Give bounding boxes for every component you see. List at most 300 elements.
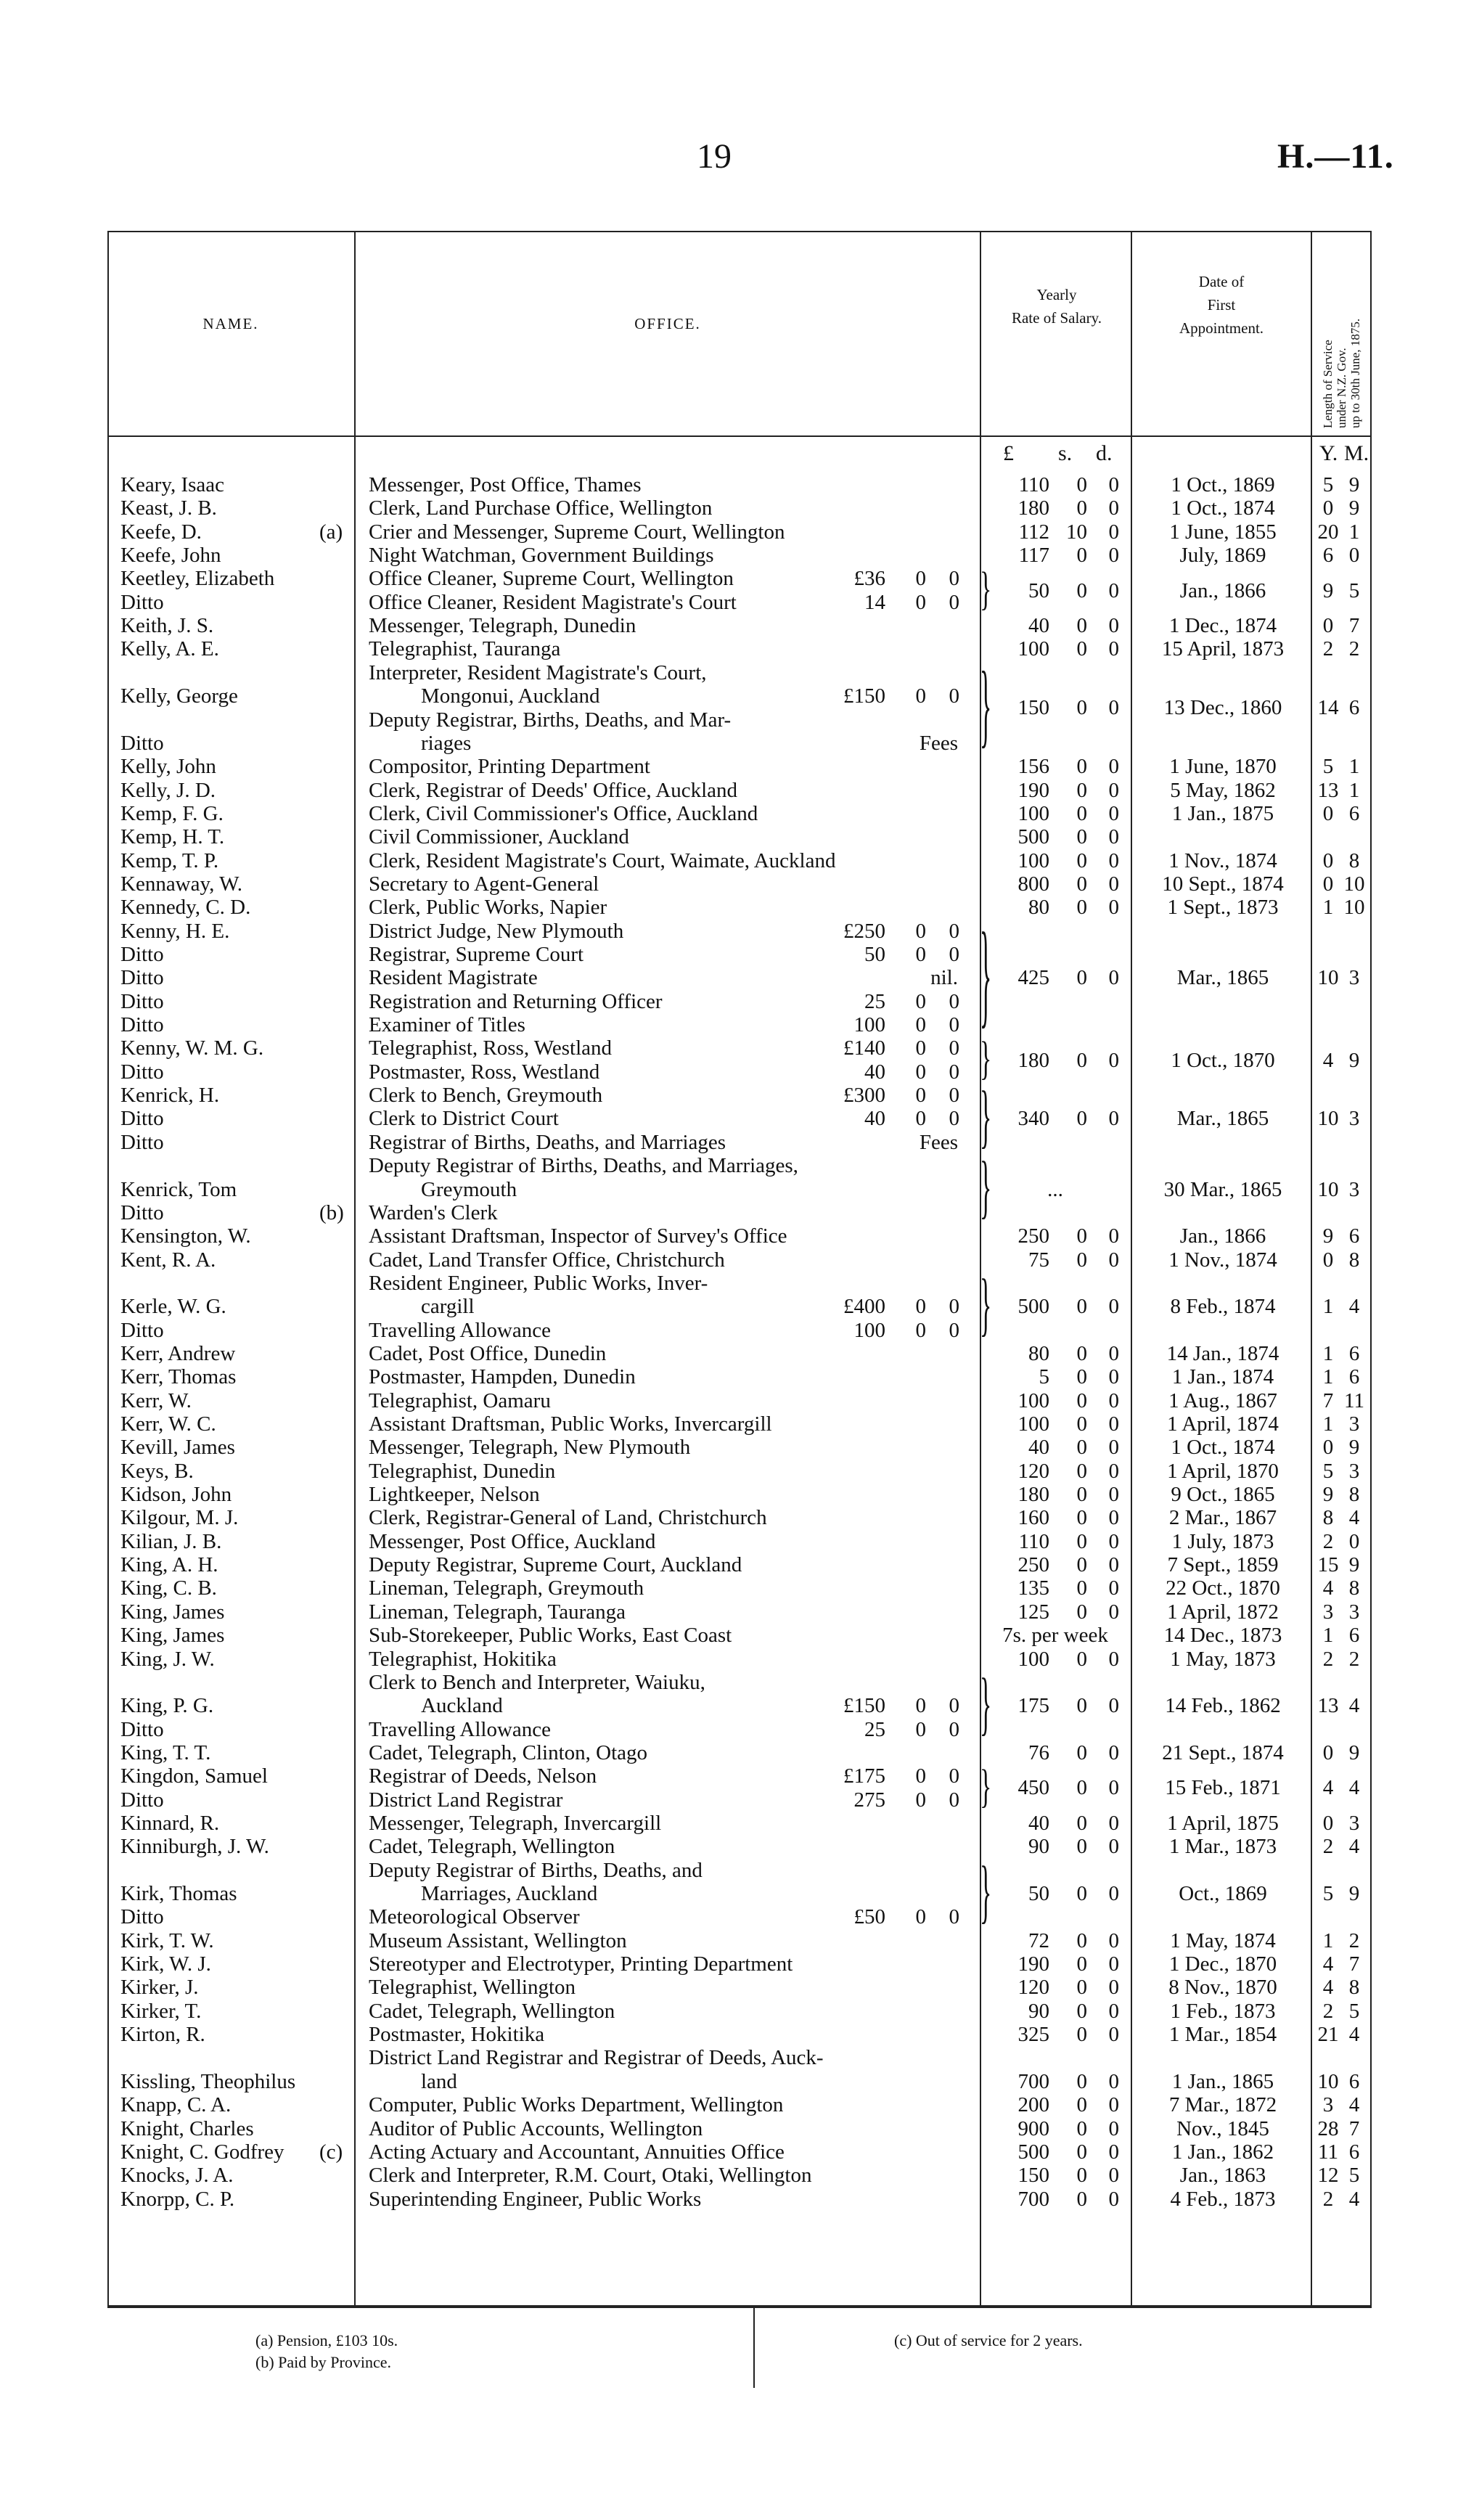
appointment-date: 14 Feb., 1862 xyxy=(1165,1694,1281,1718)
salary-pence: 0 xyxy=(1108,2116,1119,2140)
salary-shillings: 0 xyxy=(1076,1600,1087,1624)
appointment-date: 1 April, 1870 xyxy=(1167,1459,1279,1483)
service-months: 7 xyxy=(1348,614,1360,638)
employee-name: King, James xyxy=(120,1624,225,1648)
employee-name: Kissling, Theophilus xyxy=(120,2069,296,2093)
office-line: Clerk, Registrar-General of Land, Christchurch xyxy=(369,1506,767,1530)
brace-icon: } xyxy=(980,1762,992,1813)
office-line: Compositor, Printing Department xyxy=(369,755,650,779)
sub-amount-pence: 0 xyxy=(949,590,959,614)
salary-pounds: 112 xyxy=(1018,520,1049,544)
appointment-date: 1 April, 1874 xyxy=(1167,1412,1279,1436)
salary-pence: 0 xyxy=(1108,2069,1119,2093)
service-months: 3 xyxy=(1348,1811,1360,1835)
office-line: Examiner of Titles xyxy=(369,1013,525,1037)
sub-amount-shillings: 0 xyxy=(915,919,926,943)
appointment-date: July, 1869 xyxy=(1179,544,1266,568)
sub-amount-pence: 0 xyxy=(949,1036,959,1060)
salary-shillings: 0 xyxy=(1076,1048,1087,1072)
appointment-date: 15 April, 1873 xyxy=(1161,637,1285,661)
salary-shillings: 0 xyxy=(1076,1224,1087,1248)
sub-amount-shillings: 0 xyxy=(915,1060,926,1084)
appointment-date: 1 April, 1875 xyxy=(1167,1811,1279,1835)
service-months: 2 xyxy=(1348,1647,1360,1671)
salary-pounds: 100 xyxy=(1017,848,1049,872)
salary-pounds: 120 xyxy=(1017,1459,1049,1483)
salary-pence: 0 xyxy=(1108,1882,1119,1905)
column-header-date xyxy=(1132,270,1311,340)
service-years: 0 xyxy=(1322,801,1334,825)
service-months: 9 xyxy=(1348,1436,1360,1460)
sub-amount-shillings: 0 xyxy=(915,1905,926,1929)
office-line: Greymouth xyxy=(421,1177,517,1201)
salary-shillings: 0 xyxy=(1076,1553,1087,1577)
salary-pence: 0 xyxy=(1108,1952,1119,1976)
office-line: Office Cleaner, Resident Magistrate's Court xyxy=(369,590,737,614)
office-line: Clerk, Registrar of Deeds' Office, Auckland xyxy=(369,778,738,802)
sub-amount-pence: 0 xyxy=(949,1318,959,1342)
salary-pence: 0 xyxy=(1108,1248,1119,1272)
appointment-date: Oct., 1869 xyxy=(1179,1882,1267,1905)
salary-pounds: 425 xyxy=(1017,966,1049,990)
sub-amount-pence: 0 xyxy=(949,1788,959,1812)
office-line: Office Cleaner, Supreme Court, Wellington xyxy=(369,567,734,591)
sub-amount-pounds: £400 xyxy=(843,1295,885,1319)
employee-name: Ditto xyxy=(120,1318,164,1342)
office-line: Lineman, Telegraph, Tauranga xyxy=(369,1600,626,1624)
salary-pounds: 150 xyxy=(1017,2164,1049,2188)
appointment-date: Jan., 1866 xyxy=(1179,1224,1266,1248)
employee-name: Kensington, W. xyxy=(120,1224,251,1248)
employee-name: King, James xyxy=(120,1600,225,1624)
salary-pence: 0 xyxy=(1108,1976,1119,2000)
service-years: 3 xyxy=(1322,2093,1334,2117)
service-months: 10 xyxy=(1343,896,1365,920)
employee-name: King, T. T. xyxy=(120,1740,211,1764)
salary-pence: 0 xyxy=(1108,1647,1119,1671)
service-years: 8 xyxy=(1322,1506,1334,1530)
service-months: 5 xyxy=(1348,2164,1360,2188)
service-years: 12 xyxy=(1317,2164,1339,2188)
column-rule xyxy=(1131,231,1132,2307)
salary-pounds: 180 xyxy=(1017,1048,1049,1072)
appointment-date: 1 Aug., 1867 xyxy=(1168,1388,1277,1412)
salary-pounds: 250 xyxy=(1017,1553,1049,1577)
office-line: Night Watchman, Government Buildings xyxy=(369,544,714,568)
service-years: 9 xyxy=(1322,578,1334,602)
service-months: 11 xyxy=(1344,1388,1364,1412)
salary-shillings: 0 xyxy=(1076,1248,1087,1272)
salary-pence: 0 xyxy=(1108,966,1119,990)
brace-icon: } xyxy=(980,1034,992,1085)
employee-name: Kerr, W. xyxy=(120,1388,192,1412)
service-years: 6 xyxy=(1322,544,1334,568)
service-years: 1 xyxy=(1322,1341,1334,1365)
service-months: 3 xyxy=(1348,1177,1360,1201)
salary-pence: 0 xyxy=(1108,1694,1119,1718)
appointment-date: 1 Nov., 1874 xyxy=(1168,848,1277,872)
salary-shillings: 0 xyxy=(1076,1999,1087,2023)
footnote-a: (a) Pension, £103 10s. xyxy=(255,2331,398,2349)
employee-name: Kingdon, Samuel xyxy=(120,1764,268,1788)
employee-name: Keys, B. xyxy=(120,1459,194,1483)
sub-amount-shillings: 0 xyxy=(915,1318,926,1342)
sub-amount-pence: 0 xyxy=(949,1905,959,1929)
salary-shillings: 0 xyxy=(1076,496,1087,520)
appointment-date: 1 Nov., 1874 xyxy=(1168,1248,1277,1272)
employee-name: Kilian, J. B. xyxy=(120,1529,222,1553)
employee-name: Ditto xyxy=(120,1905,164,1929)
salary-pounds: 5 xyxy=(1039,1365,1049,1389)
salary-pounds: 200 xyxy=(1017,2093,1049,2117)
office-line: Acting Actuary and Accountant, Annuities Office xyxy=(369,2140,785,2164)
employee-name: Kirker, J. xyxy=(120,1976,199,2000)
employee-name: Ditto xyxy=(120,590,164,614)
salary-shillings: 0 xyxy=(1076,1412,1087,1436)
office-line: Computer, Public Works Department, Wellington xyxy=(369,2093,784,2117)
service-years: 0 xyxy=(1322,848,1334,872)
salary-shillings: 0 xyxy=(1076,1107,1087,1131)
appointment-date: 9 Oct., 1865 xyxy=(1171,1483,1275,1507)
brace-icon: } xyxy=(980,912,992,1041)
salary-pounds: 250 xyxy=(1017,1224,1049,1248)
salary-pence: 0 xyxy=(1108,1412,1119,1436)
service-months: 7 xyxy=(1348,1952,1360,1976)
service-years: 1 xyxy=(1322,1624,1334,1648)
sub-amount-pence: 0 xyxy=(949,989,959,1013)
service-months: 6 xyxy=(1348,2140,1360,2164)
salary-shillings: 0 xyxy=(1076,1928,1087,1952)
office-line: Postmaster, Hokitika xyxy=(369,2023,545,2047)
salary-pence: 0 xyxy=(1108,1295,1119,1319)
appointment-date: 1 Jan., 1862 xyxy=(1171,2140,1274,2164)
office-line: Cadet, Land Transfer Office, Christchurch xyxy=(369,1248,725,1272)
salary-shillings: 0 xyxy=(1076,1811,1087,1835)
service-years: 7 xyxy=(1322,1388,1334,1412)
service-months: 1 xyxy=(1348,755,1360,779)
sub-amount-shillings: 0 xyxy=(915,1013,926,1037)
office-line: Marriages, Auckland xyxy=(421,1882,598,1905)
salary-pounds: 125 xyxy=(1017,1600,1049,1624)
salary-pence: 0 xyxy=(1108,1341,1119,1365)
salary-pounds: 110 xyxy=(1018,473,1049,496)
salary-shillings: 0 xyxy=(1076,848,1087,872)
employee-name: Kirk, Thomas xyxy=(120,1882,237,1905)
salary-text: 7s. per week xyxy=(1002,1624,1108,1648)
brace-icon: } xyxy=(980,1666,992,1743)
salary-pence: 0 xyxy=(1108,1506,1119,1530)
appointment-date: 1 Jan., 1865 xyxy=(1171,2069,1274,2093)
salary-pence: 0 xyxy=(1108,2093,1119,2117)
sub-amount-pounds: 100 xyxy=(853,1318,885,1342)
employee-name: Kerle, W. G. xyxy=(120,1295,226,1319)
sub-amount-shillings: 0 xyxy=(915,989,926,1013)
service-years: 10 xyxy=(1317,966,1339,990)
employee-name: Keary, Isaac xyxy=(120,473,225,496)
office-line: Mongonui, Auckland xyxy=(421,684,600,708)
sub-amount-pounds: 25 xyxy=(864,1717,885,1741)
salary-pounds: 90 xyxy=(1028,1999,1049,2023)
service-years: 13 xyxy=(1317,778,1339,802)
salary-shillings: 0 xyxy=(1076,1529,1087,1553)
salary-shillings: 0 xyxy=(1076,1576,1087,1600)
salary-pounds: 900 xyxy=(1017,2116,1049,2140)
office-line: Telegraphist, Dunedin xyxy=(369,1459,556,1483)
salary-pounds: 190 xyxy=(1017,1952,1049,1976)
employee-name: Kelly, A. E. xyxy=(120,637,219,661)
service-years: 0 xyxy=(1322,1811,1334,1835)
appointment-date: 1 Dec., 1874 xyxy=(1168,614,1277,638)
appointment-date: 21 Sept., 1874 xyxy=(1162,1740,1284,1764)
office-line: Messenger, Telegraph, Invercargill xyxy=(369,1811,662,1835)
appointment-date: 14 Jan., 1874 xyxy=(1166,1341,1279,1365)
appointment-date: 1 June, 1855 xyxy=(1169,520,1277,544)
service-months: 6 xyxy=(1348,1224,1360,1248)
service-years: 5 xyxy=(1322,473,1334,496)
date-header-line: Appointment. xyxy=(1179,319,1264,337)
page-number: 19 xyxy=(697,137,732,176)
office-line: Clerk to District Court xyxy=(369,1107,559,1131)
sub-amount-pence: 0 xyxy=(949,943,959,966)
service-years: 0 xyxy=(1322,1436,1334,1460)
salary-pence: 0 xyxy=(1108,755,1119,779)
service-years: 0 xyxy=(1322,872,1334,896)
employee-name: Ditto xyxy=(120,1717,164,1741)
sub-amount-pounds: 25 xyxy=(864,989,885,1013)
salary-shillings: 0 xyxy=(1076,1436,1087,1460)
salary-pence: 0 xyxy=(1108,520,1119,544)
employee-name: Kevill, James xyxy=(120,1436,235,1460)
sub-amount-pounds: £36 xyxy=(853,567,885,591)
sub-amount-pounds: 275 xyxy=(853,1788,885,1812)
salary-pounds: 80 xyxy=(1028,896,1049,920)
salary-pounds: 40 xyxy=(1028,1436,1049,1460)
service-years: 11 xyxy=(1318,2140,1338,2164)
appointment-date: 1 Oct., 1869 xyxy=(1171,473,1275,496)
salary-shillings: 0 xyxy=(1076,1835,1087,1859)
office-line: Lineman, Telegraph, Greymouth xyxy=(369,1576,644,1600)
salary-shillings: 0 xyxy=(1076,1506,1087,1530)
sub-amount-pounds: £140 xyxy=(843,1036,885,1060)
footnotes-right xyxy=(894,2330,1083,2352)
office-line: Resident Engineer, Public Works, Inver- xyxy=(369,1271,708,1295)
salary-pence: 0 xyxy=(1108,1928,1119,1952)
salary-pence: 0 xyxy=(1108,896,1119,920)
service-months: 9 xyxy=(1348,1553,1360,1577)
salary-pounds: 700 xyxy=(1017,2187,1049,2211)
employee-name: Keetley, Elizabeth xyxy=(120,567,275,591)
office-line: riages xyxy=(421,731,472,755)
service-years: 0 xyxy=(1322,1248,1334,1272)
date-header-line: Date of xyxy=(1198,273,1245,290)
service-months: 2 xyxy=(1348,637,1360,661)
sub-amount-pounds: £50 xyxy=(853,1905,885,1929)
office-line: Registrar of Deeds, Nelson xyxy=(369,1764,597,1788)
salary-shillings: 0 xyxy=(1076,1976,1087,2000)
service-months: 3 xyxy=(1348,1459,1360,1483)
sub-amount-pence: 0 xyxy=(949,1107,959,1131)
appointment-date: 1 May, 1873 xyxy=(1170,1647,1276,1671)
employee-name: Kirton, R. xyxy=(120,2023,205,2047)
salary-pence: 0 xyxy=(1108,1107,1119,1131)
column-header-service xyxy=(1314,238,1370,434)
salary-shillings: 0 xyxy=(1076,2164,1087,2188)
salary-pounds: 100 xyxy=(1017,801,1049,825)
service-years: 10 xyxy=(1317,1107,1339,1131)
employee-name: Ditto xyxy=(120,1200,164,1224)
salary-pence: 0 xyxy=(1108,544,1119,568)
sub-amount-shillings: 0 xyxy=(915,1788,926,1812)
salary-pence: 0 xyxy=(1108,637,1119,661)
salary-header-line: Yearly xyxy=(1036,286,1077,303)
salary-shillings: 0 xyxy=(1076,755,1087,779)
office-line: cargill xyxy=(421,1295,475,1319)
salary-pounds: 160 xyxy=(1017,1506,1049,1530)
office-line: Deputy Registrar, Supreme Court, Auckland xyxy=(369,1553,742,1577)
sub-amount-pounds: £150 xyxy=(843,1694,885,1718)
employee-name: Kirk, W. J. xyxy=(120,1952,211,1976)
sub-amount-pence: 0 xyxy=(949,684,959,708)
sub-amount-pence: 0 xyxy=(949,919,959,943)
employee-name: Kirk, T. W. xyxy=(120,1928,214,1952)
service-months: 9 xyxy=(1348,1882,1360,1905)
office-line: Postmaster, Hampden, Dunedin xyxy=(369,1365,636,1389)
office-line: Deputy Registrar, Births, Deaths, and Mar- xyxy=(369,708,732,732)
service-years: 1 xyxy=(1322,1365,1334,1389)
service-header-line: up to 30th June, 1875. xyxy=(1348,318,1362,428)
employee-name: King, P. G. xyxy=(120,1694,214,1718)
sub-amount-shillings: 0 xyxy=(915,943,926,966)
salary-pounds: 40 xyxy=(1028,614,1049,638)
office-line: Clerk to Bench, Greymouth xyxy=(369,1084,603,1108)
employee-name: Ditto xyxy=(120,989,164,1013)
service-months: 2 xyxy=(1348,1928,1360,1952)
service-years: 9 xyxy=(1322,1483,1334,1507)
employee-name: Kennedy, C. D. xyxy=(120,896,251,920)
service-header-line: under N.Z. Gov. xyxy=(1335,348,1348,428)
salary-pounds: 100 xyxy=(1017,1647,1049,1671)
sub-amount-pence: 0 xyxy=(949,1295,959,1319)
service-years: 28 xyxy=(1317,2116,1339,2140)
service-years: 14 xyxy=(1317,696,1339,720)
salary-pounds: 117 xyxy=(1018,544,1049,568)
employee-name: Ditto xyxy=(120,731,164,755)
appointment-date: 4 Feb., 1873 xyxy=(1170,2187,1276,2211)
service-months: 6 xyxy=(1348,1365,1360,1389)
appointment-date: 1 Jan., 1875 xyxy=(1171,801,1274,825)
salary-shillings: 0 xyxy=(1076,578,1087,602)
service-months: 9 xyxy=(1348,496,1360,520)
salary-pounds: 500 xyxy=(1017,2140,1049,2164)
sub-amount-pence: 0 xyxy=(949,567,959,591)
salary-shillings: 0 xyxy=(1076,1341,1087,1365)
office-line: Sub-Storekeeper, Public Works, East Coast xyxy=(369,1624,732,1648)
service-header-line: Length of Service xyxy=(1321,340,1335,428)
salary-shillings: 0 xyxy=(1076,2093,1087,2117)
salary-pence: 0 xyxy=(1108,1776,1119,1800)
service-months: 3 xyxy=(1348,1107,1360,1131)
salary-pounds: 500 xyxy=(1017,1295,1049,1319)
salary-shillings: 0 xyxy=(1076,778,1087,802)
appointment-date: 1 Jan., 1874 xyxy=(1171,1365,1274,1389)
office-line: Resident Magistrate xyxy=(369,966,538,990)
office-line: Messenger, Post Office, Auckland xyxy=(369,1529,656,1553)
sub-amount-pence: 0 xyxy=(949,1764,959,1788)
office-line: Museum Assistant, Wellington xyxy=(369,1928,627,1952)
employee-name: Knight, Charles xyxy=(120,2116,254,2140)
service-months: 1 xyxy=(1348,520,1360,544)
service-months: 8 xyxy=(1348,1483,1360,1507)
salary-pounds: 156 xyxy=(1017,755,1049,779)
employee-name: Kilgour, M. J. xyxy=(120,1506,239,1530)
salary-pence: 0 xyxy=(1108,1811,1119,1835)
salary-pounds: 100 xyxy=(1017,637,1049,661)
appointment-date: 1 April, 1872 xyxy=(1167,1600,1279,1624)
salary-pence: 0 xyxy=(1108,2164,1119,2188)
service-years: 4 xyxy=(1322,1576,1334,1600)
office-line: Warden's Clerk xyxy=(369,1200,498,1224)
employee-name: Kerr, W. C. xyxy=(120,1412,216,1436)
salary-pence: 0 xyxy=(1108,778,1119,802)
office-line: Messenger, Post Office, Thames xyxy=(369,473,642,496)
service-months: 0 xyxy=(1348,1529,1360,1553)
salary-shillings: 0 xyxy=(1076,2187,1087,2211)
service-months: 1 xyxy=(1348,778,1360,802)
salary-pence: 0 xyxy=(1108,1365,1119,1389)
sub-amount-pence: 0 xyxy=(949,1694,959,1718)
salary-shillings: 0 xyxy=(1076,696,1087,720)
header-rule xyxy=(107,435,1372,437)
service-years: 4 xyxy=(1322,1776,1334,1800)
salary-shillings: 0 xyxy=(1076,1952,1087,1976)
office-line: Travelling Allowance xyxy=(369,1318,552,1342)
salary-pounds: 120 xyxy=(1017,1976,1049,2000)
employee-name: King, C. B. xyxy=(120,1576,217,1600)
salary-pence: 0 xyxy=(1108,1553,1119,1577)
office-line: Messenger, Telegraph, Dunedin xyxy=(369,614,636,638)
sub-amount-note: Fees xyxy=(919,731,958,755)
column-header-salary xyxy=(981,283,1132,330)
employee-name: Kenrick, H. xyxy=(120,1084,220,1108)
office-line: Telegraphist, Wellington xyxy=(369,1976,576,2000)
appointment-date: 14 Dec., 1873 xyxy=(1163,1624,1282,1648)
office-line: Postmaster, Ross, Westland xyxy=(369,1060,600,1084)
service-years: 1 xyxy=(1322,1412,1334,1436)
employee-name: Kidson, John xyxy=(120,1483,232,1507)
employee-name: Knocks, J. A. xyxy=(120,2164,234,2188)
sub-amount-shillings: 0 xyxy=(915,1764,926,1788)
footnote-marker: (c) xyxy=(319,2140,343,2164)
service-years: 5 xyxy=(1322,1459,1334,1483)
office-line: District Land Registrar xyxy=(369,1788,563,1812)
appointment-date: 13 Dec., 1860 xyxy=(1163,696,1282,720)
appointment-date: 5 May, 1862 xyxy=(1170,778,1276,802)
service-years: 9 xyxy=(1322,1224,1334,1248)
salary-pence: 0 xyxy=(1108,825,1119,849)
service-months: 6 xyxy=(1348,1624,1360,1648)
service-years: 2 xyxy=(1322,1835,1334,1859)
office-line: Crier and Messenger, Supreme Court, Wellington xyxy=(369,520,785,544)
employee-name: Kenny, H. E. xyxy=(120,919,230,943)
employee-name: Kemp, F. G. xyxy=(120,801,224,825)
office-line: Assistant Draftsman, Inspector of Survey's Office xyxy=(369,1224,787,1248)
appointment-date: 1 Mar., 1854 xyxy=(1168,2023,1277,2047)
appointment-date: 1 June, 1870 xyxy=(1169,755,1277,779)
salary-pence: 0 xyxy=(1108,801,1119,825)
page-code: H.—11. xyxy=(1277,137,1394,176)
office-line: Clerk, Public Works, Napier xyxy=(369,896,607,920)
employee-name: Ditto xyxy=(120,1060,164,1084)
